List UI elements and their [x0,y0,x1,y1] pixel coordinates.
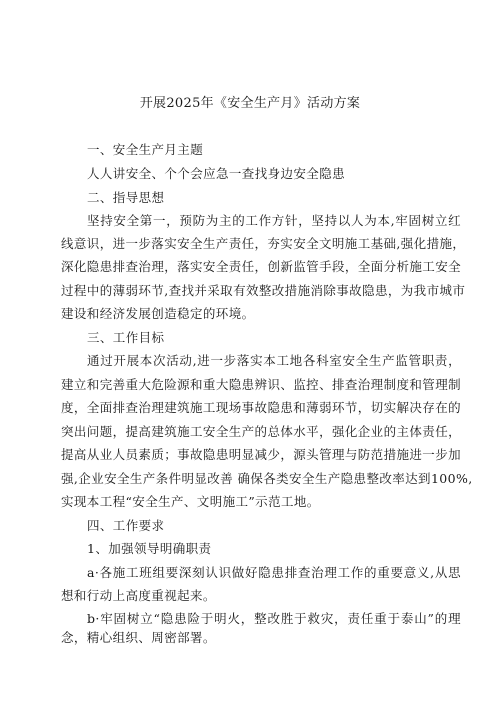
section-heading-work-goals: 三、工作目标 [87,330,165,345]
paragraph-line: 念，精心组织、周密部署。 [61,630,216,645]
paragraph-line: a·各施工班组要深刻认识做好隐患排查治理工作的重要意义,从思 [87,565,461,580]
paragraph-line: 线意识，进一步落实安全生产责任，夯实安全文明施工基础,强化措施， [61,236,466,251]
theme-text: 人人讲安全、个个会应急一查找身边安全隐患 [87,166,346,181]
paragraph-line: 想和行动上高度重视起来。 [61,588,216,603]
section-heading-theme: 一、安全生产月主题 [87,142,204,157]
paragraph-line: 提高从业人员素质；事故隐患明显减少，源头管理与防范措施进一步加 [61,447,461,462]
paragraph-line: 强,企业安全生产条件明显改善 确保各类安全生产隐患整改率达到100%, [61,471,473,486]
paragraph-line: 实现本工程“安全生产、文明施工”示范工地。 [61,494,320,509]
document-title: 开展2025年《安全生产月》活动方案 [139,96,361,111]
paragraph-line: 建立和完善重大危险源和重大隐患辨识、监控、排查治理制度和管理制 [61,377,461,392]
paragraph-line: 深化隐患排查治理，落实安全责任，创新监管手段，全面分析施工安全 [61,259,461,274]
paragraph-line: 通过开展本次活动,进一步落实本工地各科室安全生产监管职责， [87,353,461,368]
paragraph-line: 坚持安全第一，预防为主的工作方针，坚持以人为本,牢固树立红 [87,213,461,228]
paragraph-line: 突出问题，提高建筑施工安全生产的总体水平，强化企业的主体责任， [61,424,461,439]
paragraph-line: 度，全面排查治理建筑施工现场事故隐患和薄弱环节，切实解决存在的 [61,400,461,415]
paragraph-line: b·牢固树立“隐患险于明火，整改胜于救灾，责任重于泰山”的理 [87,611,461,626]
paragraph-line: 过程中的薄弱环节,查找并采取有效整改措施消除事故隐患，为我市城市 [61,283,466,298]
paragraph-line: 建设和经济发展创造稳定的环境。 [61,306,255,321]
section-heading-work-requirements: 四、工作要求 [87,518,165,533]
section-heading-guiding-ideology: 二、指导思想 [87,190,165,205]
subheading-leadership: 1、加强领导明确职责 [87,541,212,556]
